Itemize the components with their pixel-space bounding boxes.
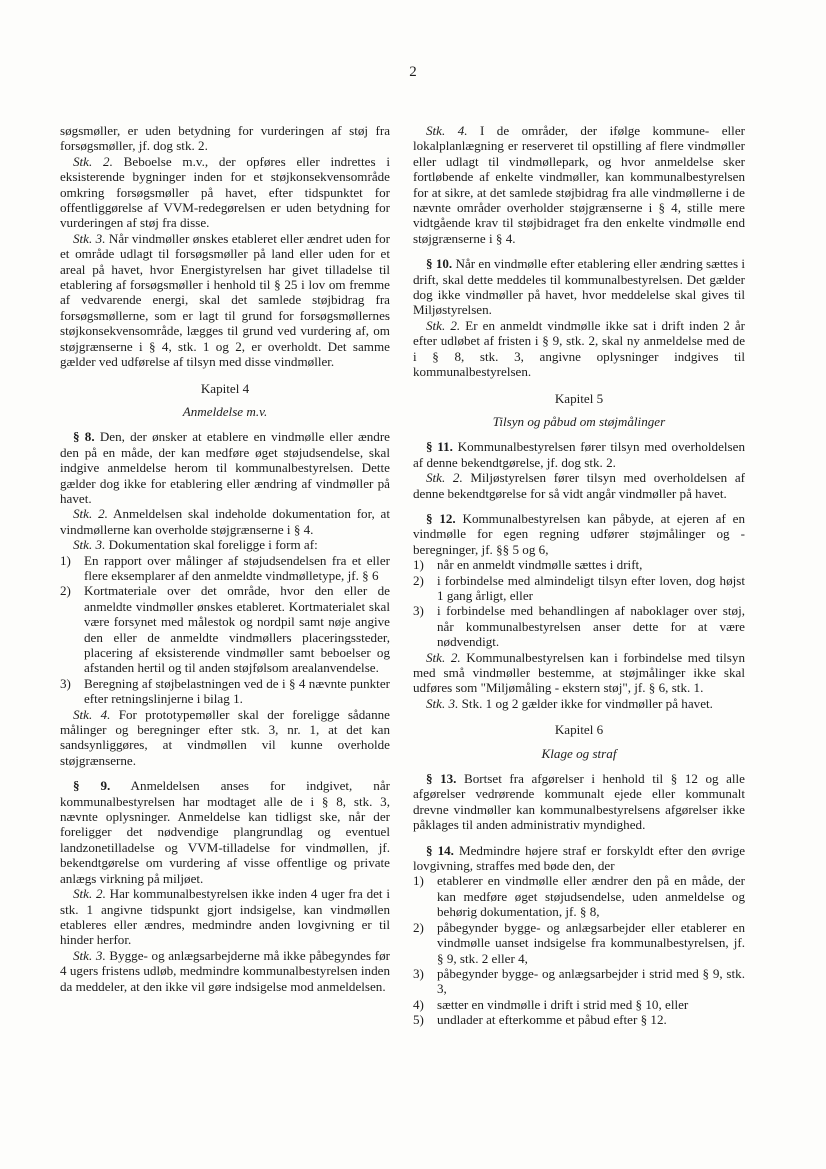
paragraph-text: Har kommunalbestyrelsen ikke inden 4 uger fra det i stk. 1 angivne tidspunkt gjort indsigelse, kan vindmøllen etableres eller ændres, medmindre anden lovgivning er til hinder herfor. (60, 886, 390, 948)
list-number: 4) (413, 996, 424, 1012)
paragraph (413, 470, 745, 501)
paragraph: søgsmøller, er uden betydning for vurderingen af støj fra forsøgsmøller, jf. dog stk. 2. (60, 123, 390, 154)
paragraph (413, 696, 745, 711)
list-number: 3) (60, 675, 71, 691)
stk-label: Stk. 3. (73, 230, 106, 246)
section-11 (413, 439, 745, 470)
section-10 (413, 256, 745, 318)
stk-label: Stk. 2. (426, 470, 463, 486)
paragraph-text: Når en vindmølle efter etablering eller ændring sættes i drift, skal dette meddeles til kommunalbestyrelsen. Det gælder dog ikke vindmøller på havet, hvor meddelelse skal gives til Miljøstyrelsen. (413, 256, 745, 318)
paragraph-text: Anmeldelsen anses for indgivet, når kommunalbestyrelsen har modtaget alle de i § 8, stk. 3, nævnte oplysninger. Anmeldelse kan tidligst ske, når der foreligger det nødvendige plangrundlag og eventuel landzonetilladelse og VVM-tilladelse for vindmøllen, jf. bekendtgørelse om vurdering af visse offentlige og private anlægs virkning på miljøet. (60, 778, 391, 886)
stk-label: Stk. 2. (426, 649, 461, 665)
chapter-title: Tilsyn og påbud om støjmålinger (492, 413, 666, 429)
list-text: i forbindelse med almindeligt tilsyn efter loven, dog højst 1 gang årligt, eller (437, 572, 745, 603)
paragraph (60, 154, 390, 231)
list-item (413, 873, 745, 919)
list-number: 1) (413, 557, 424, 573)
paragraph (60, 231, 390, 370)
list-number: 1) (60, 552, 71, 568)
paragraph-text: Kommunalbestyrelsen kan i forbindelse med tilsyn med små vindmøller bestemme, at støjmålinger ikke skal udføres som "Miljømåling - ekstern støj", jf. § 6, stk. 1. (413, 649, 745, 696)
right-column (413, 123, 745, 1028)
section-label: § 12. (426, 510, 456, 526)
list-item (413, 603, 745, 649)
section-label: § 9. (73, 778, 111, 794)
list-text: etablerer en vindmølle eller ændrer den på en måde, der kan medføre øget støjudsendelse, uden anmeldelse og behørig dokumentation, jf. § 8, (437, 873, 745, 920)
section-label: § 11. (426, 439, 453, 455)
stk-label: Stk. 3. (73, 947, 106, 963)
paragraph-text: Bortset fra afgørelser i henhold til § 12 og alle afgørelser vedrørende kommunalt ejede eller kommunalt drevne vindmøller kan kommunalbestyrelsens afgørelser ikke påklages til anden administrativ myndighed. (413, 771, 745, 833)
list-text: Beregning af støjbelastningen ved de i § 4 nævnte punkter efter retningslinjerne i bilag 1. (84, 675, 390, 707)
paragraph-text: Stk. 1 og 2 gælder ikke for vindmøller på havet. (458, 695, 713, 711)
list-number: 3) (413, 965, 424, 981)
list-item (413, 997, 745, 1012)
section-label: § 13. (426, 771, 457, 787)
paragraph-text: Den, der ønsker at etablere en vindmølle eller ændre den på en måde, der kan medføre øget støjudsendelse, skal indgive anmeldelse herom til kommunalbestyrelsen. Dette gælder dog ikke for etablering eller ændring af vindmøller på havet. (60, 429, 390, 506)
chapter-heading: Kapitel 4 (200, 380, 250, 396)
section-9 (60, 778, 390, 886)
list-item (413, 920, 745, 966)
numbered-list (60, 553, 390, 707)
list-text: når en anmeldt vindmølle sættes i drift, (437, 557, 643, 573)
list-text: En rapport over målinger af støjudsendelsen fra et eller flere eksemplarer af den anmeldte vindmølletype, jf. § 6 (84, 552, 390, 583)
stk-label: Stk. 4. (426, 123, 468, 138)
paragraph (413, 318, 745, 380)
stk-label: Stk. 2. (73, 886, 106, 902)
stk-label: Stk. 3. (426, 695, 459, 711)
page-number: 2 (409, 64, 417, 80)
list-number: 2) (60, 583, 71, 599)
paragraph-text: Dokumentation skal foreligge i form af: (105, 537, 318, 553)
stk-label: Stk. 4. (73, 706, 111, 722)
paragraph (60, 537, 390, 552)
paragraph (413, 123, 745, 246)
list-item (413, 966, 745, 997)
list-text: i forbindelse med behandlingen af naboklager over støj, når kommunalbestyrelsen anser dette for at være nødvendigt. (437, 603, 745, 650)
list-number: 1) (413, 873, 424, 889)
paragraph-text: For prototypemøller skal der foreligge sådanne målinger og beregninger efter stk. 3, nr. 1, at det kan sandsynliggøres, at vindmøllen vil kunne overholde støjgrænserne. (60, 706, 390, 768)
paragraph-text: Beboelse m.v., der opføres eller indrettes i eksisterende bygninger inden for et støjkonsekvensområde omkring forsøgsmøller på havet, efter tidspunktet for offentliggørelse af VVM-redegørelsen er uden betydning for vurderingen af støj fra disse. (60, 153, 390, 231)
paragraph (60, 948, 390, 994)
list-item (60, 583, 390, 675)
section-label: § 10. (426, 256, 453, 272)
list-item (413, 1012, 745, 1027)
list-text: sætter en vindmølle i drift i strid med § 10, eller (437, 996, 689, 1012)
paragraph-text: I de områder, der ifølge kommune- eller lokalplanlægning er reserveret til opstilling af flere vindmøller eller udlagt til vindmøllepark, og hvor anmeldelse sker fortløbende af enkelte vindmøller, kan kommunalbestyrelsen for at sikre, at det samlede støjbidrag fra alle vindmøllerne i de nævnte områder overholder støjgrænserne i § 4, stille mere vidtgående krav til støjbidraget fra den enkelte vindmølle end støjgrænserne i § 4. (413, 123, 745, 246)
chapter-title: Klage og straf (541, 745, 617, 761)
paragraph-text: Bygge- og anlægsarbejderne må ikke påbegyndes før 4 ugers fristens udløb, medmindre kommunalbestyrelsen inden da meddeler, at den ikke vil gøre indsigelse mod anmeldelsen. (60, 947, 390, 994)
list-number: 2) (413, 919, 424, 935)
list-text: påbegynder bygge- og anlægsarbejder eller etablerer en vindmølle uanset indsigelse fra kommunalbestyrelsen, jf. § 9, stk. 2 eller 4, (437, 919, 745, 966)
stk-label: Stk. 2. (73, 153, 113, 169)
chapter-heading: Kapitel 5 (554, 390, 604, 406)
list-item (60, 553, 390, 584)
list-number: 5) (413, 1012, 424, 1028)
paragraph-text: Er en anmeldt vindmølle ikke sat i drift inden 2 år efter udløbet af fristen i § 9, stk. 2, skal ny anmeldelse med de i § 8, stk. 3, angivne oplysninger indgives til kommunalbestyrelsen. (413, 317, 746, 380)
paragraph (413, 650, 745, 696)
paragraph-text: Miljøstyrelsen fører tilsyn med overholdelsen af denne bekendtgørelse for så vidt angår vindmøller på havet. (413, 470, 745, 501)
paragraph-text: Kommunalbestyrelsen fører tilsyn med overholdelsen af denne bekendtgørelse, jf. dog stk. 2. (413, 439, 745, 470)
chapter-title: Anmeldelse m.v. (182, 403, 268, 419)
section-14 (413, 843, 745, 874)
section-label: § 8. (73, 429, 95, 445)
left-column (60, 123, 390, 994)
paragraph-text: Kommunalbestyrelsen kan påbyde, at ejeren af en vindmølle for egen regning udfører støjmålinger og -beregninger, jf. §§ 5 og 6, (413, 510, 745, 557)
list-item (413, 573, 745, 604)
numbered-list (413, 557, 745, 649)
section-12 (413, 511, 745, 557)
stk-label: Stk. 2. (73, 506, 108, 522)
list-text: undlader at efterkomme et påbud efter § 12. (437, 1012, 667, 1028)
paragraph (60, 886, 390, 948)
list-text: påbegynder bygge- og anlægsarbejder i strid med § 9, stk. 3, (437, 965, 745, 997)
paragraph-text: Anmeldelsen skal indeholde dokumentation for, at vindmøllerne kan overholde støjgrænserne i § 4. (60, 506, 390, 537)
chapter-heading: Kapitel 6 (554, 722, 604, 738)
list-number: 3) (413, 603, 424, 619)
list-item (413, 557, 745, 572)
paragraph (60, 506, 390, 537)
paragraph (60, 707, 390, 769)
stk-label: Stk. 2. (426, 317, 461, 333)
list-item (60, 676, 390, 707)
list-number: 2) (413, 572, 424, 588)
list-text: Kortmateriale over det område, hvor den eller de anmeldte vindmøller ønskes etableret. Kortmaterialet skal være forsynet med målestok og nordpil samt nøje angive den eller de anmeldte vindmøllers placeringssteder, placering af eksisterende vindmøller samt beboelser og afstanden hertil og til anden støjfølsom arealanvendelse. (84, 583, 390, 676)
section-8 (60, 429, 390, 506)
paragraph-text: Medmindre højere straf er forskyldt efter den øvrige lovgivning, straffes med bøde den, der (413, 842, 746, 874)
paragraph-text: Når vindmøller ønskes etableret eller ændret uden for et område udlagt til forsøgsmøller på land eller uden for et areal på havet, hvor Energistyrelsen har givet tilladelse til etablering af forsøgsmøller i henhold til § 25 i lov om fremme af vedvarende energi, skal det samlede støjbidrag fra forsøgsmøllerne, som er lagt til grund for forsøgsmøllernes støjkonsekvensområde, lægges til grund ved vurdering af, om støjgrænserne i § 4, stk. 1 og 2, er overholdt. Det samme gælder ved udførelse af tilsyn med disse vindmøller. (60, 230, 390, 370)
section-label: § 14. (426, 842, 454, 858)
section-13 (413, 771, 745, 833)
stk-label: Stk. 3. (73, 537, 106, 553)
numbered-list (413, 873, 745, 1027)
